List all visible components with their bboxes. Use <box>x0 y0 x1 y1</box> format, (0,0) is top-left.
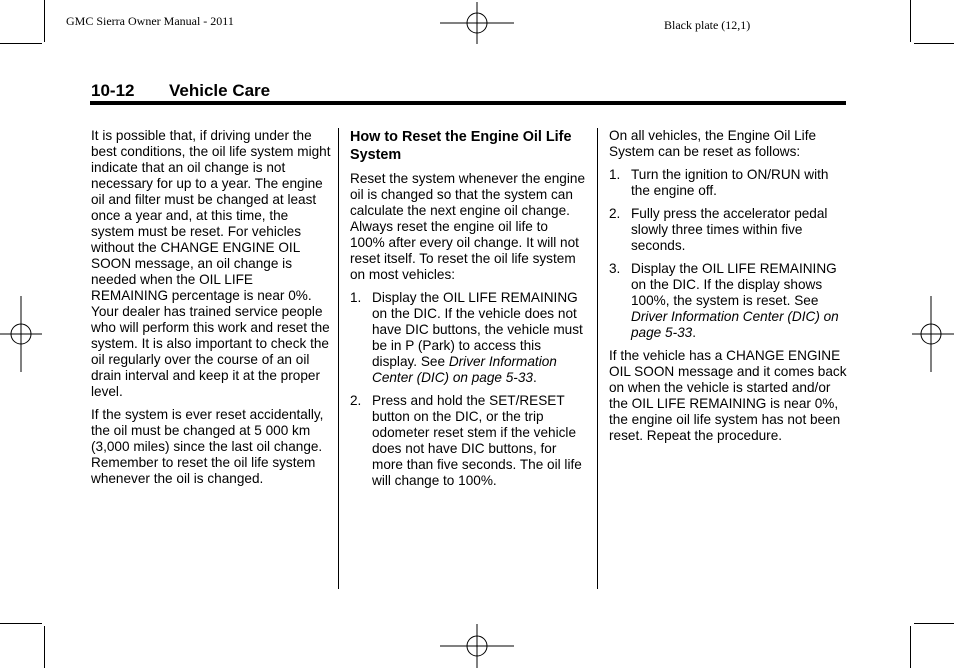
crop-mark-bl-h <box>0 623 42 624</box>
step-number: 1. <box>350 290 362 305</box>
paragraph: If the vehicle has a CHANGE ENGINE OIL SOON message and it comes back on when the vehicle is started and/or the OIL LIFE REMAINING is near 0%, the engine oil life system has not been reset. Repeat the procedure. <box>609 348 847 443</box>
section-rule <box>90 101 846 105</box>
step-number: 2. <box>609 206 621 221</box>
column-1 <box>91 128 331 494</box>
step-text: Display the OIL LIFE REMAINING on the DIC. If the display shows 100%, the system is reset. See <box>631 261 837 308</box>
step-end: . <box>692 325 697 340</box>
crop-mark-tr-h <box>914 43 954 44</box>
list-item <box>350 290 586 386</box>
running-header-plate: Black plate (12,1) <box>664 18 751 32</box>
cross-reference: Driver Information Center (DIC) on page 5‑33 <box>631 309 839 340</box>
running-header-title: GMC Sierra Owner Manual - 2011 <box>66 14 234 28</box>
paragraph: Reset the system whenever the engine oil is changed so that the system can calculate the next engine oil change. Always reset the engine oil life to 100% after every oil change. It will not reset itself. To reset the oil life system on most vehicles: <box>350 171 586 282</box>
step-number: 3. <box>609 261 621 276</box>
step-text: Press and hold the SET/RESET button on the DIC, or the trip odometer reset stem if the vehicle does not have DIC buttons, for more than five seconds. The oil life will change to 100%. <box>372 393 582 488</box>
registration-mark-bottom <box>440 624 516 668</box>
step-text: Fully press the accelerator pedal slowly three times within five seconds. <box>631 206 828 253</box>
crop-mark-br-h <box>914 623 954 624</box>
step-number: 1. <box>609 167 621 182</box>
cross-reference: Driver Information Center (DIC) on page 5‑33 <box>372 354 557 385</box>
paragraph: On all vehicles, the Engine Oil Life System can be reset as follows: <box>609 128 817 159</box>
list-item <box>609 206 849 254</box>
crop-mark-br-v <box>910 626 911 668</box>
step-text: Display the OIL LIFE REMAINING on the DIC. If the vehicle does not have DIC buttons, the vehicle must be in P (Park) to access this display. See <box>372 290 583 369</box>
section-name: Vehicle Care <box>169 81 271 100</box>
paragraph: If the system is ever reset accidentally, the oil must be changed at 5 000 km (3,000 miles) since the last oil change. Remember to reset the oil life system whenever the oil is changed. <box>91 407 324 486</box>
section-title <box>91 81 270 101</box>
step-number: 2. <box>350 393 362 408</box>
step-end: . <box>532 370 537 385</box>
registration-mark-right <box>912 296 954 372</box>
section-number: 10-12 <box>91 81 135 100</box>
step-text: Turn the ignition to ON/RUN with the engine off. <box>631 167 829 198</box>
column-divider <box>338 128 339 589</box>
list-item <box>609 261 849 341</box>
list-item <box>350 393 586 489</box>
list-item <box>609 167 849 199</box>
steps-list <box>350 290 586 489</box>
steps-list <box>609 167 849 341</box>
crop-mark-tl-v <box>44 0 45 42</box>
column-2 <box>350 128 586 496</box>
column-divider <box>597 128 598 589</box>
crop-mark-tl-h <box>0 43 42 44</box>
registration-mark-top <box>440 2 516 44</box>
crop-mark-tr-v <box>910 0 911 42</box>
subsection-heading: How to Reset the Engine Oil Life System <box>350 129 572 163</box>
paragraph: It is possible that, if driving under the best conditions, the oil life system might indicate that an oil change is not necessary for up to a year. The engine oil and filter must be changed at least once a year and, at this time, the system must be reset. For vehicles without the CHANGE ENGINE OIL SOON message, an oil change is needed when the OIL LIFE REMAINING percentage is near 0%. Your dealer has trained service people who will perform this work and reset the system. It is also important to check the oil regularly over the course of an oil drain interval and keep it at the proper level. <box>91 128 331 399</box>
registration-mark-left <box>0 296 42 372</box>
crop-mark-bl-v <box>44 626 45 668</box>
column-3 <box>609 128 849 451</box>
